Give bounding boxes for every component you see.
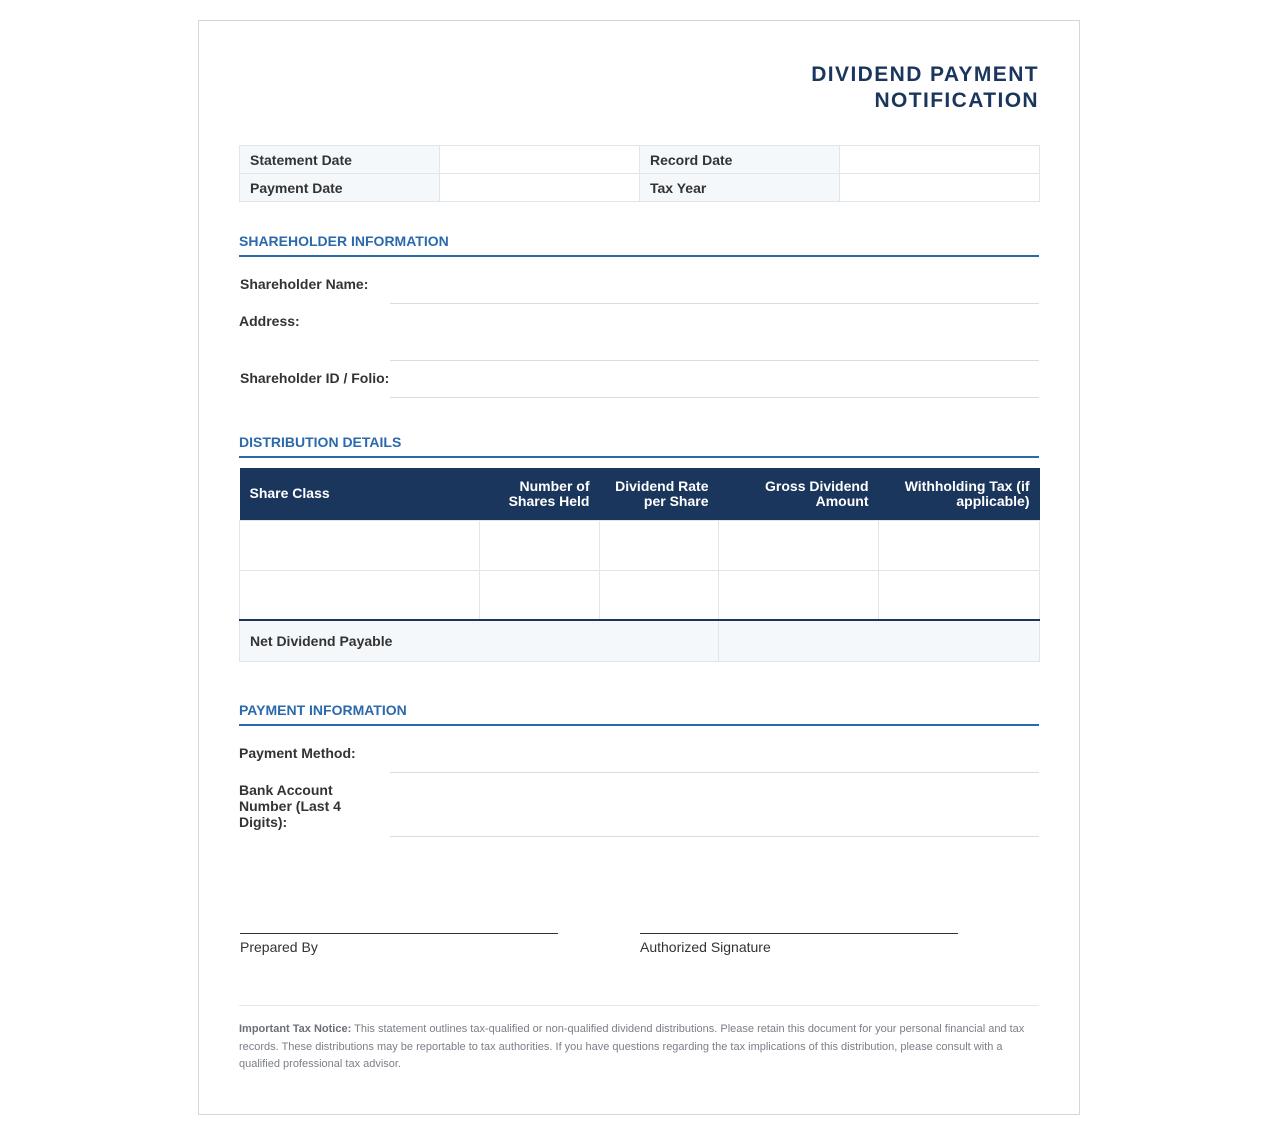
share-class-cell[interactable] [240, 520, 480, 570]
shareholder-id-label: Shareholder ID / Folio: [240, 370, 390, 386]
distribution-section-heading: DISTRIBUTION DETAILS [239, 434, 1039, 458]
prepared-by-signature-line[interactable] [240, 933, 558, 934]
statement-info-grid [239, 145, 1040, 202]
share-class-cell[interactable] [240, 570, 480, 620]
column-header-withholding-tax: Withholding Tax (if applicable) [879, 468, 1040, 520]
table-row [240, 570, 1040, 620]
document-page [198, 20, 1080, 1115]
dividend-rate-cell[interactable] [600, 570, 719, 620]
record-date-field[interactable] [840, 146, 1040, 174]
dividend-rate-cell[interactable] [600, 520, 719, 570]
withholding-tax-cell[interactable] [879, 520, 1040, 570]
column-header-shares-held: Number of Shares Held [480, 468, 600, 520]
statement-date-label: Statement Date [240, 146, 440, 174]
shareholder-name-label: Shareholder Name: [240, 276, 369, 292]
net-dividend-value[interactable] [719, 620, 1040, 661]
payment-date-label: Payment Date [240, 174, 440, 202]
gross-dividend-cell[interactable] [719, 520, 879, 570]
distribution-header-row [240, 468, 1040, 520]
shares-held-cell[interactable] [480, 570, 600, 620]
tax-notice-lead: Important Tax Notice: [239, 1023, 352, 1035]
document-title [759, 62, 1039, 114]
shareholder-name-field[interactable] [390, 303, 1039, 304]
statement-date-field[interactable] [440, 146, 640, 174]
title-line-2: NOTIFICATION [874, 89, 1039, 112]
column-header-gross-dividend: Gross Dividend Amount [719, 468, 879, 520]
address-label: Address: [239, 313, 300, 329]
column-header-dividend-rate: Dividend Rate per Share [600, 468, 719, 520]
table-row [240, 520, 1040, 570]
net-dividend-label: Net Dividend Payable [240, 620, 719, 661]
payment-date-field[interactable] [440, 174, 640, 202]
bank-account-field[interactable] [390, 836, 1039, 837]
authorized-signature-label: Authorized Signature [640, 939, 771, 955]
bank-account-label: Bank Account Number (Last 4 Digits): [239, 782, 341, 830]
authorized-signature-line[interactable] [640, 933, 958, 934]
shareholder-section-heading: SHAREHOLDER INFORMATION [239, 233, 1039, 257]
shares-held-cell[interactable] [480, 520, 600, 570]
net-dividend-row [240, 620, 1040, 661]
record-date-label: Record Date [640, 146, 840, 174]
column-header-share-class: Share Class [240, 468, 480, 520]
shareholder-id-field[interactable] [390, 397, 1039, 398]
title-line-1: DIVIDEND PAYMENT [811, 63, 1039, 86]
tax-notice-text: This statement outlines tax-qualified or non-qualified dividend distributions. Please retain this document for your personal financial and tax records. These distributions may be reportable to tax authorities. If you have questions regarding the tax implications of this distribution, please consult with a qualified professional tax advisor. [239, 1023, 1025, 1070]
payment-section-heading: PAYMENT INFORMATION [239, 702, 1039, 726]
tax-year-field[interactable] [840, 174, 1040, 202]
address-field[interactable] [390, 360, 1039, 361]
withholding-tax-cell[interactable] [879, 570, 1040, 620]
gross-dividend-cell[interactable] [719, 570, 879, 620]
payment-method-label: Payment Method: [239, 745, 356, 761]
prepared-by-label: Prepared By [240, 939, 318, 955]
tax-year-label: Tax Year [640, 174, 840, 202]
payment-method-field[interactable] [390, 772, 1039, 773]
tax-notice [239, 1021, 1039, 1074]
distribution-table [239, 468, 1040, 662]
footer-divider [239, 1005, 1039, 1006]
